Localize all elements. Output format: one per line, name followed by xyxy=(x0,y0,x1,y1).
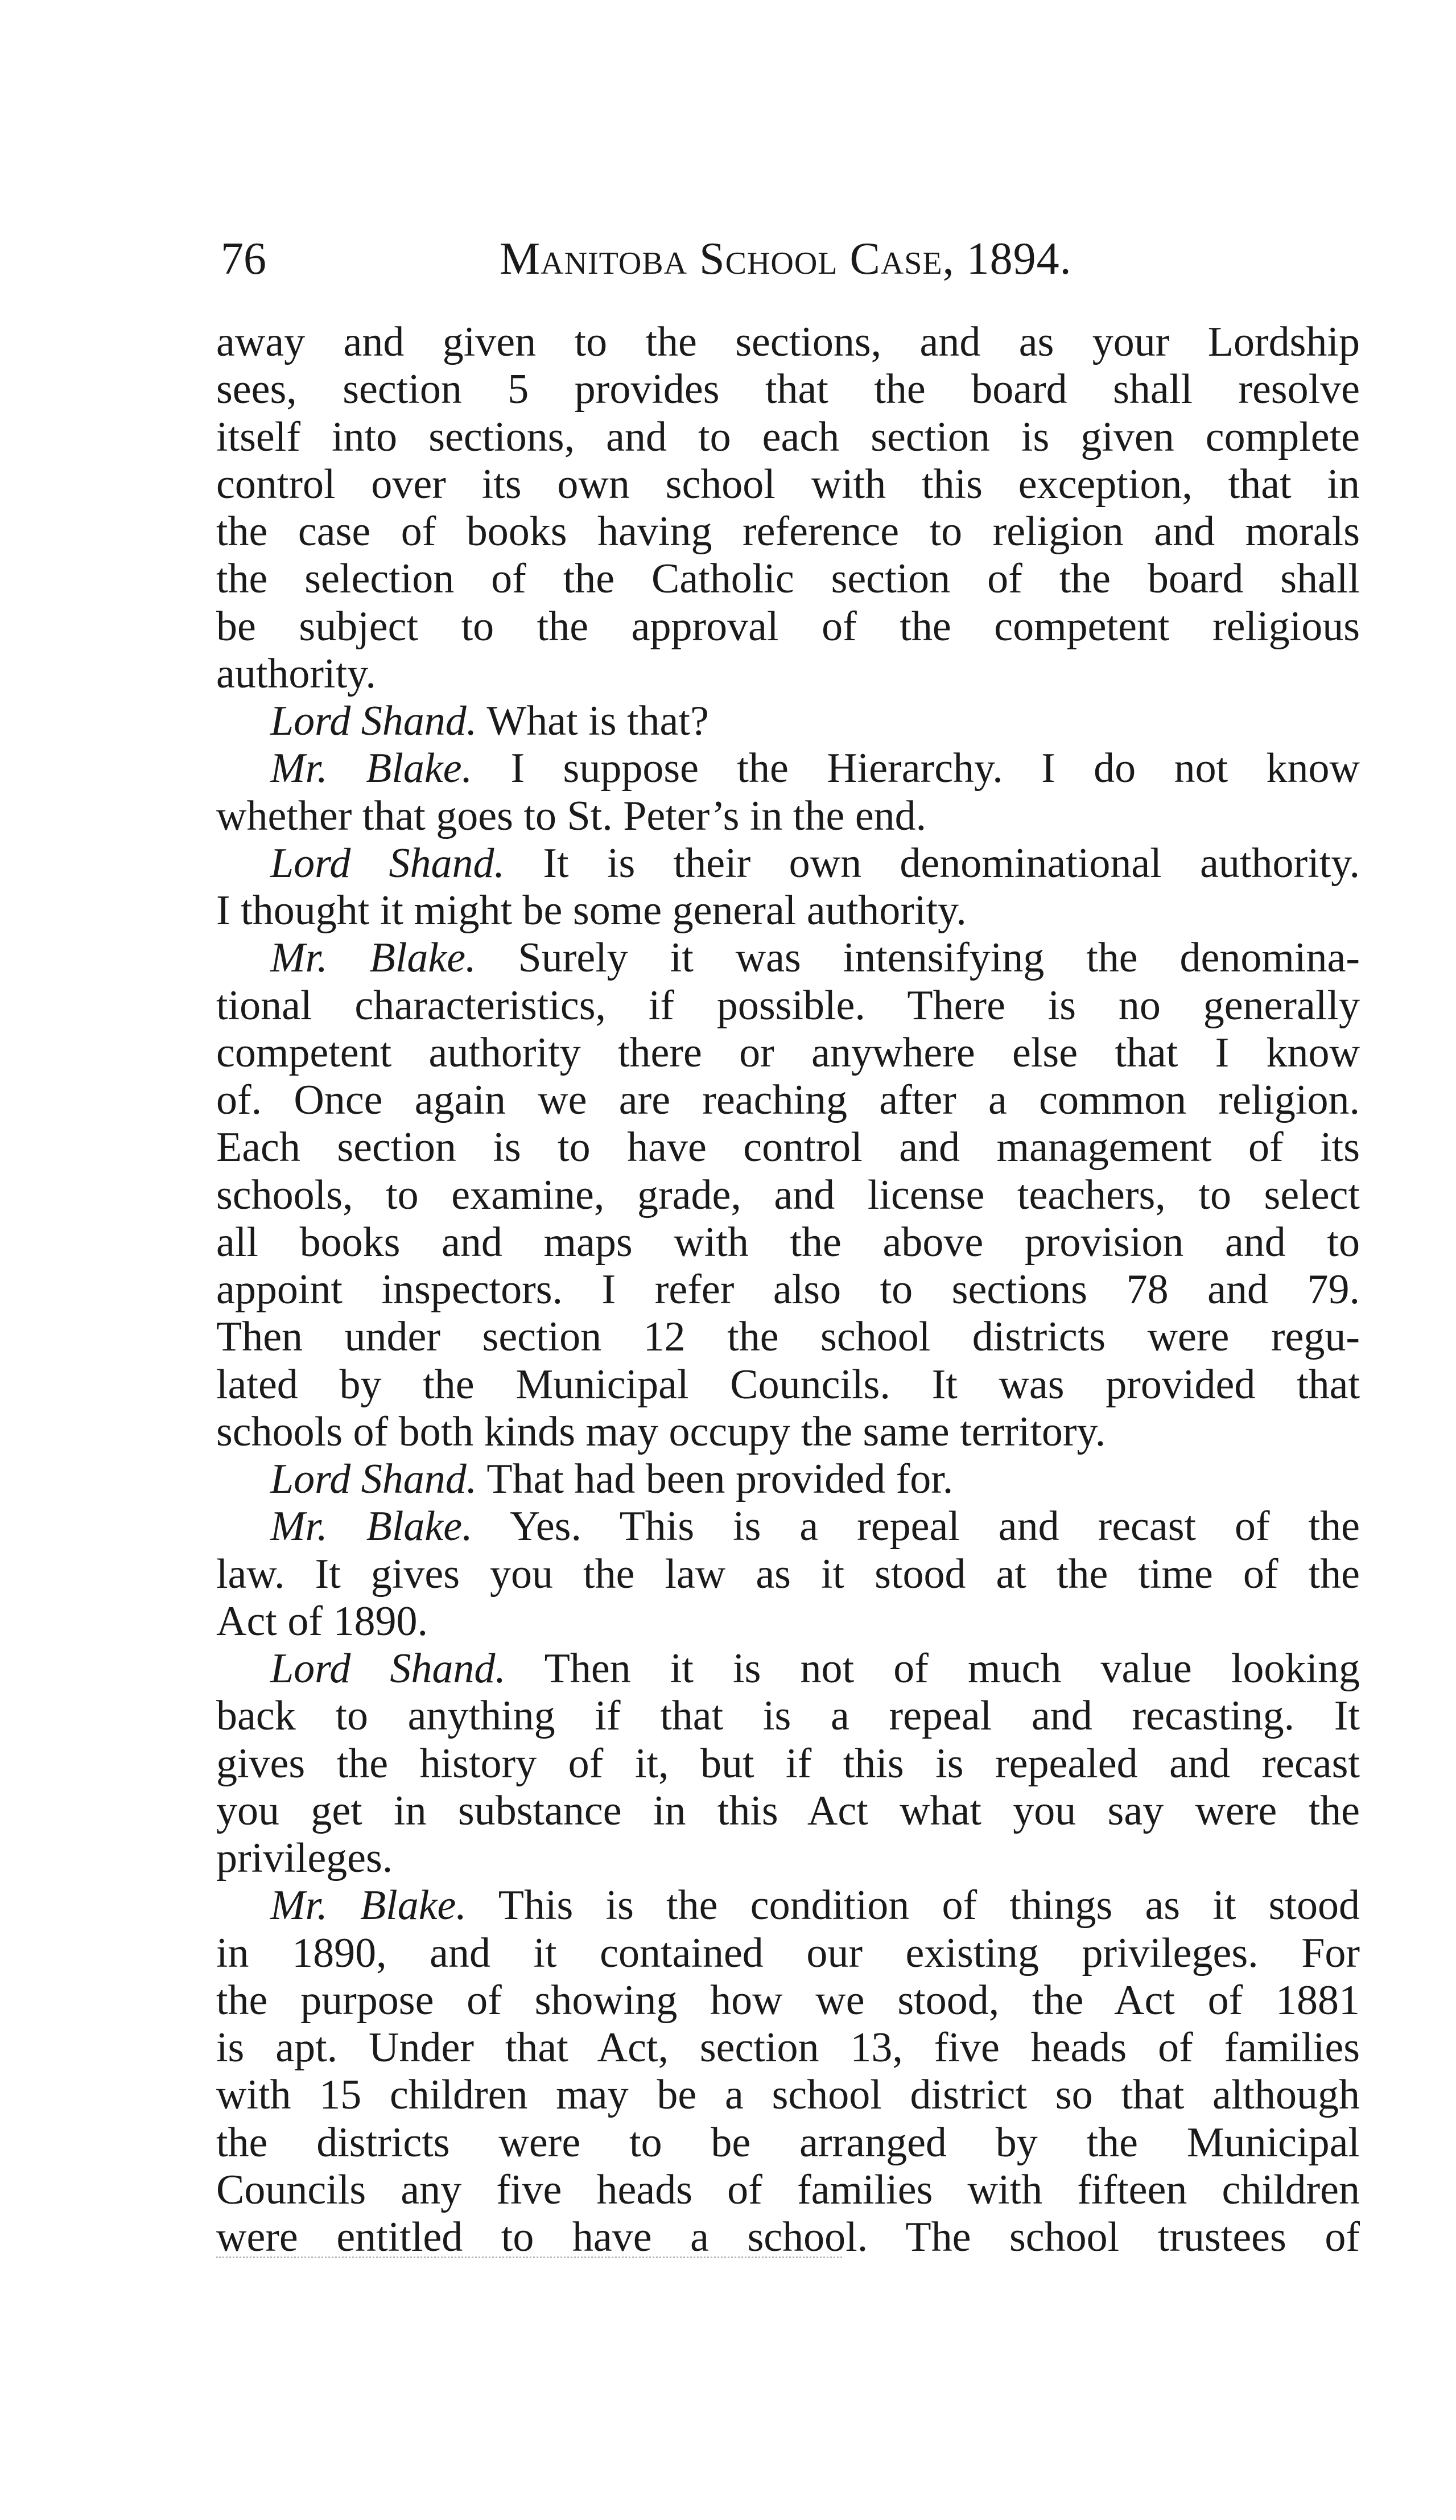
line-text: were entitled to have a school. The school trustees of xyxy=(216,2214,1360,2260)
line-text: itself into sections, and to each section is given complete xyxy=(216,413,1360,460)
text-line xyxy=(216,982,1360,1030)
line-text: control over its own school with this exception, that in xyxy=(216,460,1360,508)
text-line xyxy=(216,745,1360,792)
text-line xyxy=(216,2167,1360,2214)
line-text: sees, section 5 provides that the board shall resolve xyxy=(216,366,1360,413)
line-text: Then under section 12 the school districts were regu- xyxy=(216,1313,1360,1361)
text-line xyxy=(216,1172,1360,1219)
text-line xyxy=(216,793,1360,840)
speaker-name: Mr. Blake. xyxy=(270,934,476,982)
line-text: Act of 1890. xyxy=(216,1597,428,1645)
text-line xyxy=(216,1835,1360,1882)
text-line xyxy=(216,840,1360,887)
text-line xyxy=(216,1551,1360,1598)
text-line xyxy=(216,1409,1360,1456)
text-line xyxy=(216,1740,1360,1788)
line-text: This is the condition of things as it stood xyxy=(466,1882,1360,1929)
speaker-name: Lord Shand. xyxy=(270,1645,506,1692)
text-line xyxy=(216,1788,1360,1835)
page-header xyxy=(221,228,1353,290)
line-text: you get in substance in this Act what you say were the xyxy=(216,1787,1360,1834)
line-text: away and given to the sections, and as your Lordship xyxy=(216,319,1360,365)
text-line xyxy=(216,1598,1360,1645)
text-line xyxy=(216,1077,1360,1124)
line-text: the case of books having reference to religion and morals xyxy=(216,508,1360,555)
line-text: appoint inspectors. I refer also to sections 78 and 79. xyxy=(216,1266,1360,1313)
speaker-name: Mr. Blake. xyxy=(270,745,473,792)
line-text: gives the history of it, but if this is repealed and recast xyxy=(216,1740,1360,1787)
line-text: in 1890, and it contained our existing privileges. For xyxy=(216,1929,1360,1977)
text-line xyxy=(216,603,1360,650)
text-line xyxy=(216,414,1360,461)
speaker-name: Lord Shand. xyxy=(270,839,505,887)
text-line xyxy=(216,1124,1360,1171)
line-text: all books and maps with the above provision and to xyxy=(216,1218,1360,1266)
line-text: back to anything if that is a repeal and recasting. It xyxy=(216,1693,1360,1740)
text-line xyxy=(216,1882,1360,1929)
line-text: with 15 children may be a school district so that although xyxy=(216,2072,1360,2119)
text-line xyxy=(216,319,1360,366)
line-text: Each section is to have control and management of its xyxy=(216,1124,1360,1171)
text-line xyxy=(216,366,1360,413)
speaker-name: Lord Shand. xyxy=(270,1456,477,1502)
text-line xyxy=(216,2214,1360,2261)
text-line xyxy=(216,650,1360,698)
line-text: privileges. xyxy=(216,1835,393,1881)
text-line xyxy=(216,887,1360,934)
text-line xyxy=(216,698,1360,745)
line-text: the selection of the Catholic section of the board shall xyxy=(216,555,1360,603)
text-line xyxy=(216,508,1360,555)
page-number: 76 xyxy=(221,234,266,284)
text-line xyxy=(216,1503,1360,1550)
line-text: competent authority there or anywhere else that I know xyxy=(216,1029,1360,1076)
line-text: Councils any five heads of families with fifteen children xyxy=(216,2166,1360,2213)
text-line xyxy=(216,1313,1360,1361)
text-line xyxy=(216,2119,1360,2167)
line-text: whether that goes to St. Peter’s in the end. xyxy=(216,792,927,839)
line-text: authority. xyxy=(216,650,376,697)
line-text: I suppose the Hierarchy. I do not know xyxy=(472,745,1360,792)
text-line xyxy=(216,934,1360,982)
line-text: is apt. Under that Act, section 13, five heads of families xyxy=(216,2024,1360,2071)
text-line xyxy=(216,1456,1360,1503)
text-line xyxy=(216,555,1360,603)
text-line xyxy=(216,2072,1360,2119)
text-line xyxy=(216,1266,1360,1313)
line-text: be subject to the approval of the competent religious xyxy=(216,603,1360,650)
text-line xyxy=(216,1930,1360,1977)
line-text: lated by the Municipal Councils. It was provided that xyxy=(216,1361,1360,1408)
line-text: It is their own denominational authority. xyxy=(505,839,1360,887)
line-text: the purpose of showing how we stood, the Act of 1881 xyxy=(216,1977,1360,2024)
line-text: the districts were to be arranged by the Municipal xyxy=(216,2119,1360,2166)
text-line xyxy=(216,1693,1360,1740)
text-line xyxy=(216,1361,1360,1409)
line-text: Yes. This is a repeal and recast of the xyxy=(472,1503,1360,1550)
line-text: Surely it was intensifying the denomina- xyxy=(476,934,1360,982)
running-title: Manitoba School Case, 1894. xyxy=(500,234,1072,284)
speaker-name: Mr. Blake. xyxy=(270,1503,473,1550)
line-text: tional characteristics, if possible. There is no generally xyxy=(216,982,1360,1029)
text-line xyxy=(216,1030,1360,1077)
text-line xyxy=(216,2024,1360,2072)
line-text: of. Once again we are reaching after a common religion. xyxy=(216,1077,1360,1123)
line-text: That had been provided for. xyxy=(477,1456,954,1502)
text-line xyxy=(216,1219,1360,1266)
text-line xyxy=(216,461,1360,508)
text-line xyxy=(216,1977,1360,2024)
line-text: schools of both kinds may occupy the same territory. xyxy=(216,1408,1106,1455)
page-bottom-specks xyxy=(216,2257,842,2265)
speaker-name: Mr. Blake. xyxy=(270,1882,467,1929)
text-line xyxy=(216,1645,1360,1693)
line-text: law. It gives you the law as it stood at the time of the xyxy=(216,1550,1360,1597)
body-text xyxy=(216,319,1360,2261)
line-text: I thought it might be some general authority. xyxy=(216,887,967,934)
line-text: Then it is not of much value looking xyxy=(505,1645,1360,1692)
speaker-name: Lord Shand. xyxy=(270,698,477,744)
line-text: schools, to examine, grade, and license teachers, to select xyxy=(216,1171,1360,1218)
line-text: What is that? xyxy=(477,698,709,744)
